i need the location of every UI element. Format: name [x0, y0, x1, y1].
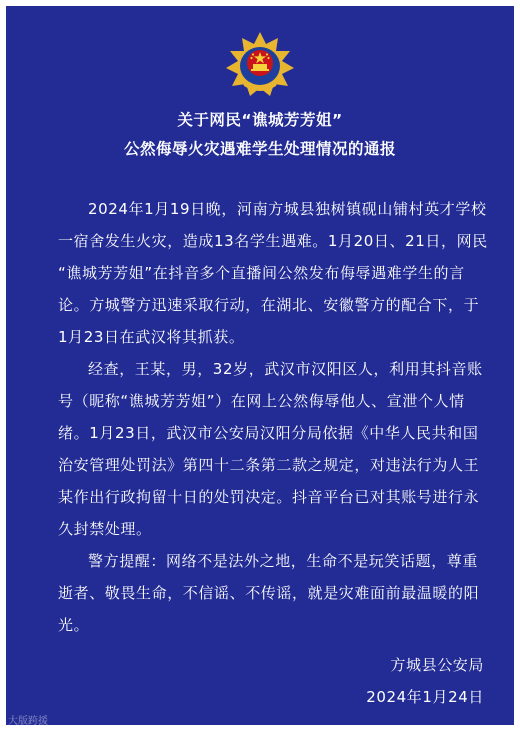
paragraph-2-line: 经查，王某，男，32岁，武汉市汉阳区人，利用其抖音账: [88, 360, 483, 378]
paragraph-2-line: 某作出行政拘留十日的处罚决定。抖音平台已对其账号进行永: [58, 488, 480, 506]
paragraph-1-line: 1月23日在武汉将其抓获。: [58, 328, 245, 346]
notice-title-line-1: 关于网民“谯城芳芳姐”: [177, 111, 343, 129]
paragraph-2-line: 治安管理处罚法》第四十二条第二款之规定，对违法行为人王: [58, 456, 480, 474]
signature-org: 方城县公安局: [390, 656, 484, 674]
paragraph-2-line: 号（昵称“谯城芳芳姐”）在网上公然侮辱他人、宣泄个人情: [58, 392, 465, 410]
paragraph-3-line: 逝者、敬畏生命，不信谣、不传谣，就是灾难面前最温暖的阳: [58, 584, 480, 602]
paragraph-2-line: 久封禁处理。: [58, 520, 152, 538]
paragraph-1-line: 论。方城警方迅速采取行动，在湖北、安徽警方的配合下，于: [58, 296, 480, 314]
paragraph-3-line: 光。: [58, 616, 90, 634]
paragraph-1-line: “谯城芳芳姐”在抖音多个直播间公然发布侮辱遇难学生的言: [58, 264, 465, 282]
watermark: 大版跨援: [8, 716, 48, 727]
paragraph-1-line: 2024年1月19日晚，河南方城县独树镇砚山铺村英才学校: [88, 200, 487, 218]
paragraph-2-line: 绪。1月23日，武汉市公安局汉阳分局依据《中华人民共和国: [58, 424, 479, 442]
signature-date: 2024年1月24日: [366, 688, 484, 706]
police-emblem-icon: [222, 30, 298, 98]
notice-title-line-2: 公然侮辱火灾遇难学生处理情况的通报: [123, 140, 396, 158]
paragraph-3-line: 警方提醒：网络不是法外之地，生命不是玩笑话题，尊重: [88, 552, 479, 570]
paragraph-1-line: 一宿舍发生火灾，造成13名学生遇难。1月20日、21日，网民: [58, 232, 488, 250]
